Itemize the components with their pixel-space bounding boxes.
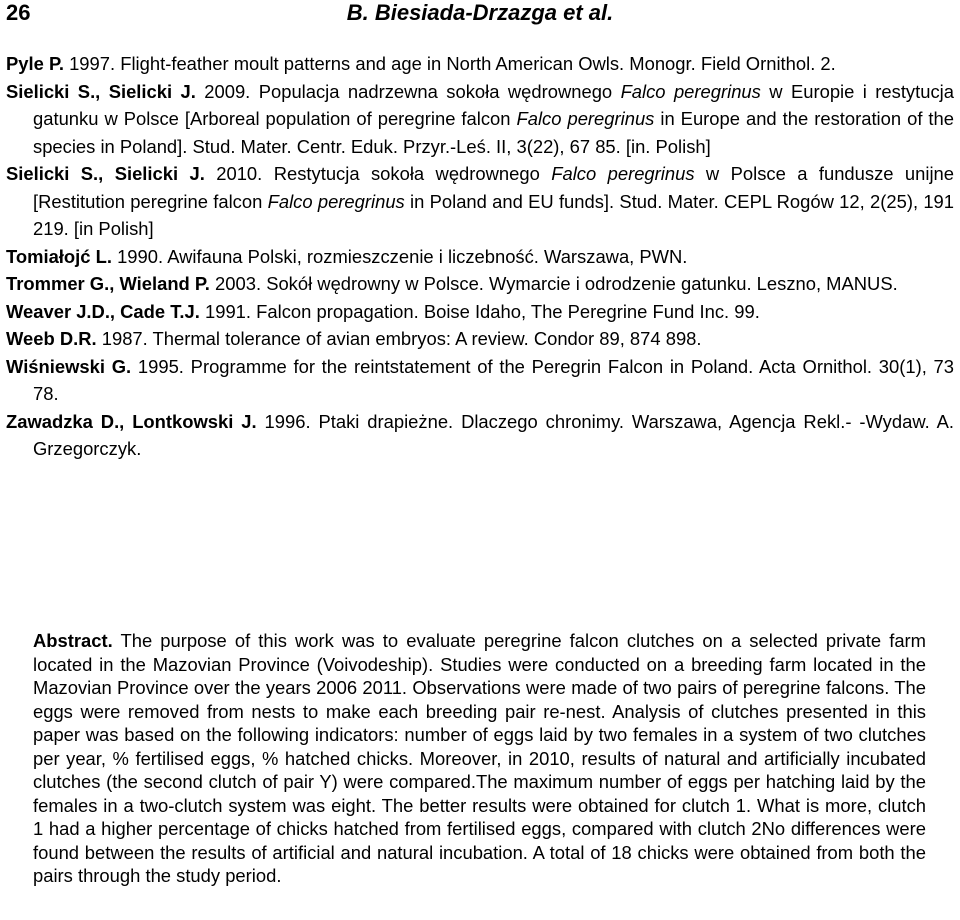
reference-item (6, 325, 954, 353)
reference-item (6, 408, 954, 463)
reference-authors: Weeb D.R. (6, 328, 97, 349)
reference-text: Falcon propagation. Boise Idaho, The Peregrine Fund Inc. 99. (256, 300, 760, 322)
species-name: Falco peregrinus (620, 80, 761, 102)
reference-text: Restytucja sokoła wędrownego (273, 163, 552, 184)
reference-item (6, 270, 954, 298)
reference-text: in Poland and EU funds]. Stud. Mater. CEPL Rogów 12, 2(25), 191 219. [in Polish] (33, 190, 955, 239)
reference-authors: Pyle P. (6, 53, 64, 74)
reference-text: Awifauna Polski, rozmieszczenie i liczebność. Warszawa, PWN. (167, 245, 688, 267)
reference-authors: Tomiałojć L. (6, 245, 112, 267)
reference-text: Flight-feather moult patterns and age in North American Owls. Monogr. Field Ornithol. 2. (120, 53, 836, 74)
reference-year: 1996. (264, 410, 311, 432)
reference-text: w Europie i restytucja gatunku w Polsce [Arboreal population of peregrine falcon (33, 80, 954, 129)
species-name: Falco peregrinus (516, 108, 655, 129)
reference-text: w Polsce a fundusze unijne [Restitution peregrine falcon (33, 163, 954, 212)
reference-authors: Sielicki S., Sielicki J. (6, 163, 205, 184)
reference-authors: Wiśniewski G. (6, 355, 132, 377)
running-head: B. Biesiada-Drzazga et al. (346, 0, 614, 25)
reference-year: 2003. (215, 273, 262, 294)
reference-year: 1997. (69, 53, 116, 74)
abstract-text: The purpose of this work was to evaluate peregrine falcon clutches on a selected private farm located in the Mazovian Province (Voivodeship). Studies were conducted on a breeding farm located in the Mazovian Province over the years 2006 2011. Observations were made of two pairs of peregrine falcons. The eggs were removed from nests to make each breeding pair re-nest. Analysis of clutches presented in this paper was based on the following indicators: number of eggs laid by two females in a system of two clutches per year, % fertilised eggs, % hatched chicks. Moreover, in 2010, results of natural and artificially incubated clutches (the second clutch of pair Y) were compared.The maximum number of eggs per hatching laid by the females in a two-clutch system was eight. The better results were obtained for clutch 1. What is more, clutch 1 had a higher percentage of chicks hatched from fertilised eggs, compared with clutch 2No differences were found between the results of artificial and natural incubation. A total of 18 chicks were obtained from both the pairs through the study period. (33, 630, 926, 886)
species-name: Falco peregrinus (267, 190, 405, 212)
reference-authors: Zawadzka D., Lontkowski J. (6, 410, 257, 432)
reference-item (6, 50, 954, 78)
page-header (0, 0, 960, 40)
reference-text: Populacja nadrzewna sokoła wędrownego (258, 80, 621, 102)
reference-year: 1991. (205, 300, 252, 322)
reference-authors: Weaver J.D., Cade T.J. (6, 300, 200, 322)
reference-text: Sokół wędrowny w Polsce. Wymarcie i odrodzenie gatunku. Leszno, MANUS. (266, 273, 898, 294)
reference-authors: Trommer G., Wieland P. (6, 273, 210, 294)
reference-item (6, 353, 954, 408)
page-number: 26 (6, 0, 31, 25)
abstract (33, 629, 926, 888)
reference-year: 2010. (216, 163, 263, 184)
reference-item (6, 160, 954, 243)
reference-list (6, 50, 954, 463)
reference-item (6, 243, 954, 271)
reference-year: 1987. (101, 328, 148, 349)
reference-year: 2009. (204, 80, 251, 102)
reference-text: Thermal tolerance of avian embryos: A review. Condor 89, 874 898. (152, 328, 702, 349)
reference-year: 1995. (137, 355, 184, 377)
species-name: Falco peregrinus (551, 163, 695, 184)
reference-item (6, 78, 954, 161)
reference-text: Ptaki drapieżne. Dlaczego chronimy. Warszawa, Agencja Rekl.- -Wydaw. A. Grzegorczyk. (33, 410, 954, 459)
reference-text: in Europe and the restoration of the species in Poland]. Stud. Mater. Centr. Eduk. Przyr.-Leś. II, 3(22), 67 85. [in. Polish] (33, 108, 954, 157)
reference-year: 1990. (117, 245, 164, 267)
reference-item (6, 298, 954, 326)
abstract-label: Abstract. (33, 630, 113, 651)
reference-text: Programme for the reintstatement of the Peregrin Falcon in Poland. Acta Ornithol. 30(1), 73 78. (33, 355, 954, 404)
reference-authors: Sielicki S., Sielicki J. (6, 80, 196, 102)
